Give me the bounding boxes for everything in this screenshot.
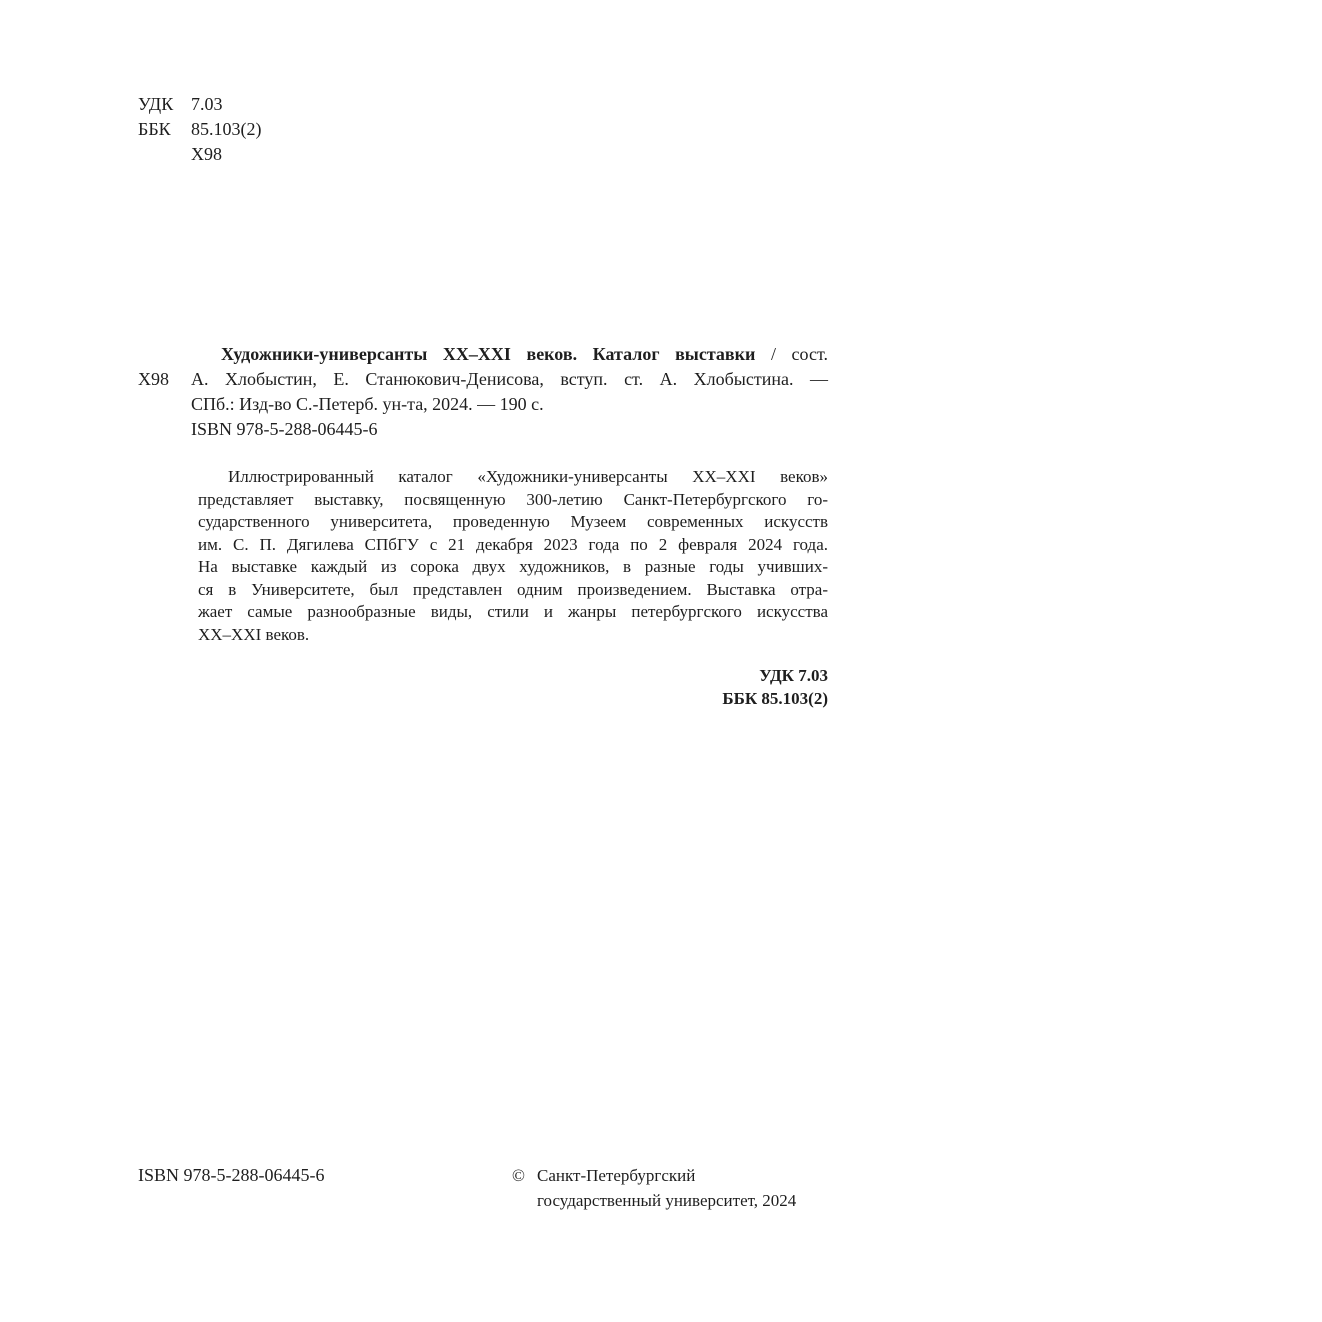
entry-title-line [138, 342, 828, 367]
copyright-line-2: государственный университет, 2024 [537, 1191, 797, 1210]
copyright-symbol: © [512, 1166, 525, 1185]
bbk-label: ББК [138, 119, 171, 139]
bbk-code-bold: ББК 85.103(2) [722, 688, 828, 708]
abstract-line: жает самые разнообразные виды, стили и жанры петербургского искусства [198, 602, 828, 621]
classification-codes-right [600, 665, 828, 710]
entry-isbn: ISBN 978-5-288-06445-6 [191, 419, 378, 439]
abstract [198, 466, 828, 646]
copyright-line-1: Санкт-Петербургский [537, 1166, 696, 1185]
abstract-line: сударственного университета, проведенную Музеем современных искусств [198, 512, 828, 531]
udk-code-bold: УДК 7.03 [759, 666, 828, 685]
book-title: Художники-универсанты XX–XXI веков. Каталог выставки [221, 344, 756, 364]
entry-authors: А. Хлобыстин, Е. Станюкович-Денисова, вступ. ст. А. Хлобыстина. — [191, 369, 828, 389]
copyright-notice [512, 1163, 796, 1213]
author-mark-row [138, 142, 262, 167]
abstract-line: На выставке каждый из сорока двух художников, в разные годы учивших- [198, 557, 828, 576]
bbk-row [138, 117, 262, 142]
entry-publisher-line: СПб.: Изд-во С.-Петерб. ун-та, 2024. — 190 с. [191, 394, 544, 414]
abstract-line: представляет выставку, посвященную 300-летию Санкт-Петербургского го- [198, 489, 828, 509]
abstract-line: XX–XXI веков. [198, 624, 310, 644]
bbk-value: 85.103(2) [191, 119, 262, 139]
abstract-line: им. С. П. Дягилева СПбГУ с 21 декабря 2023 года по 2 февраля 2024 года. [198, 534, 828, 554]
entry-line1-rest: / сост. [755, 344, 828, 364]
entry-author-mark: Х98 [138, 369, 169, 389]
footer-isbn: ISBN 978-5-288-06445-6 [138, 1165, 325, 1185]
classification-codes [138, 92, 262, 167]
abstract-line: ся в Университете, был представлен одним произведением. Выставка отра- [198, 579, 828, 599]
bibliographic-entry [138, 342, 828, 442]
udk-value: 7.03 [191, 94, 223, 114]
author-mark: Х98 [191, 144, 222, 164]
abstract-line: Иллюстрированный каталог «Художники-универсанты XX–XXI веков» [228, 467, 828, 486]
udk-label: УДК [138, 94, 174, 114]
udk-row [138, 92, 262, 117]
entry-authors-line [138, 367, 828, 392]
